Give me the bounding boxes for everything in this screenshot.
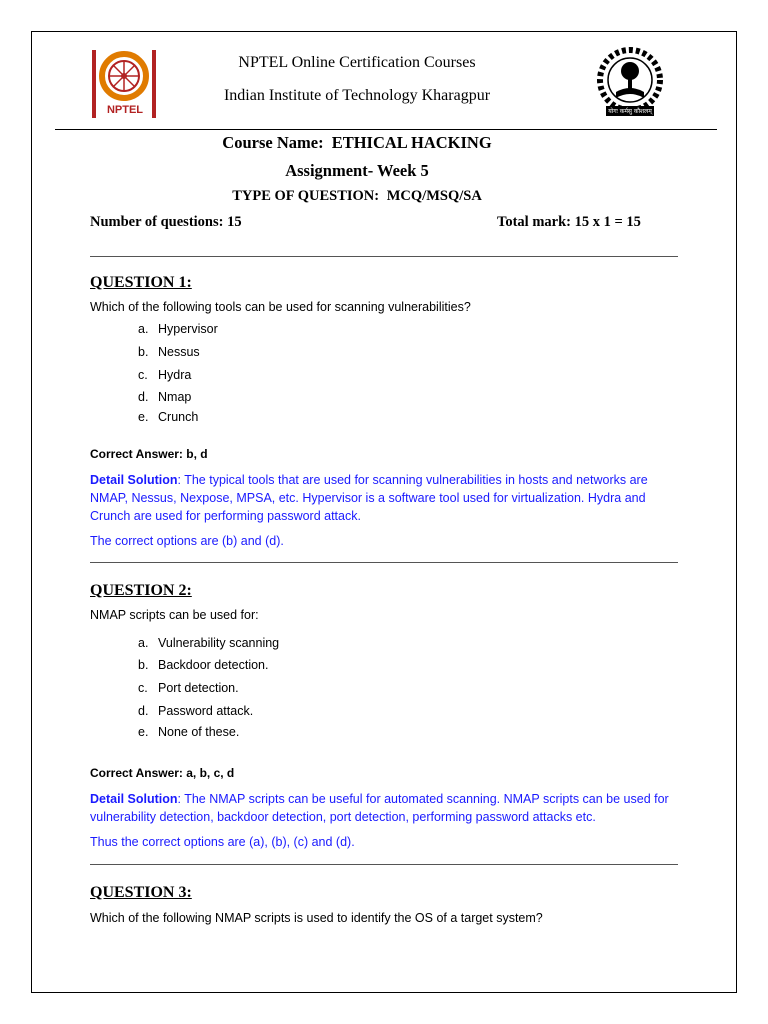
q2-answer-value: : a, b, c, d [178,766,235,780]
q2-option-e [138,725,239,739]
q2-option-a-text: Vulnerability scanning [158,636,280,650]
q1-option-d-text: Nmap [158,390,192,404]
q1-detail-solution [90,471,680,525]
divider-2 [90,562,678,563]
iit-kgp-seal [592,44,668,122]
header-divider [55,129,717,130]
q1-solution-line-2: NMAP, Nessus, Nexpose, MPSA, etc. Hypervisor is a software tool used for virtualization. Hydra and [90,491,646,505]
q2-option-d [138,704,253,718]
q1-correct-answer [90,447,208,461]
number-of-questions [90,214,242,231]
q2-option-e-letter: e. [138,725,149,739]
header-line-2: Indian Institute of Technology Kharagpur [223,87,491,104]
course-name [52,133,662,153]
q2-option-d-text: Password attack. [158,704,254,718]
q1-option-d-letter: d. [138,390,149,404]
question-2-text: NMAP scripts can be used for: [90,608,259,622]
q2-option-c [138,681,239,695]
divider-1 [90,256,678,257]
q2-correct-answer [90,766,234,780]
q1-solution-text-1: : The typical tools that are used for scanning vulnerabilities in hosts and networks are [177,473,648,487]
header-line-1: NPTEL Online Certification Courses [238,54,476,71]
course-name-value: ETHICAL HACKING [331,133,492,152]
q1-option-a-letter: a. [138,322,149,336]
q1-option-a-text: Hypervisor [158,322,218,336]
q2-solution-line-2: vulnerability detection, backdoor detection, port detection, performing password attacks etc. [90,810,596,824]
q1-solution-line-1 [90,471,680,489]
q2-option-b-text: Backdoor detection. [158,658,269,672]
q1-answer-value: : b, d [178,447,208,461]
q2-option-a-letter: a. [138,636,149,650]
q1-option-e-text: Crunch [158,410,199,424]
q1-option-c-text: Hydra [158,368,192,382]
q2-option-d-letter: d. [138,704,149,718]
q1-option-b [138,345,200,359]
q1-option-e [138,410,198,424]
question-1-title: QUESTION 1: [90,274,192,291]
question-type [52,188,662,205]
q2-conclusion: Thus the correct options are (a), (b), (c) and (d). [90,835,355,849]
question-3-title: QUESTION 3: [90,884,192,901]
q1-solution-line-3: Crunch are used for performing password attack. [90,509,361,523]
q1-option-c-letter: c. [138,368,148,382]
q2-option-e-text: None of these. [158,725,240,739]
q2-option-a [138,636,279,650]
q1-solution-label: Detail Solution [90,473,178,487]
question-3-text: Which of the following NMAP scripts is used to identify the OS of a target system? [90,911,543,925]
q1-option-e-letter: e. [138,410,149,424]
q1-answer-label: Correct Answer [90,447,179,461]
number-of-questions-value: : 15 [218,214,242,230]
q1-option-c [138,368,191,382]
question-type-label: TYPE OF QUESTION: [232,188,380,204]
assignment-title: Assignment- Week 5 [285,161,429,180]
q2-option-c-text: Port detection. [158,681,239,695]
nptel-logo-text: NPTEL [106,104,144,116]
q2-solution-label: Detail Solution [90,792,178,806]
q1-option-a [138,322,218,336]
question-1-text: Which of the following tools can be used for scanning vulnerabilities? [90,300,471,314]
q2-option-b-letter: b. [138,658,149,672]
q1-conclusion: The correct options are (b) and (d). [90,534,284,548]
seal-motto: योगः कर्मसु कौशलम् [608,108,652,115]
q1-option-b-letter: b. [138,345,149,359]
q2-solution-line-1 [90,790,680,808]
number-of-questions-label: Number of questions [90,214,219,230]
q2-answer-label: Correct Answer [90,766,179,780]
q1-option-b-text: Nessus [158,345,200,359]
question-2-title: QUESTION 2: [90,582,192,599]
q2-option-b [138,658,269,672]
q2-option-c-letter: c. [138,681,148,695]
total-mark: Total mark: 15 x 1 = 15 [497,214,641,230]
q2-solution-text-1: : The NMAP scripts can be useful for automated scanning. NMAP scripts can be used for [177,792,669,806]
course-name-label: Course Name: [222,133,324,152]
question-type-value: MCQ/MSQ/SA [386,188,482,204]
q2-detail-solution [90,790,680,826]
divider-3 [90,864,678,865]
q1-option-d [138,390,191,404]
